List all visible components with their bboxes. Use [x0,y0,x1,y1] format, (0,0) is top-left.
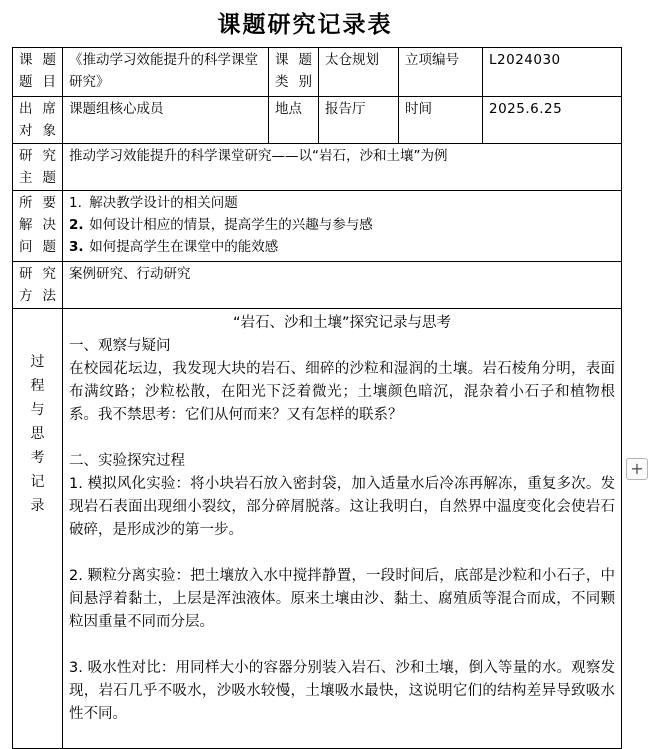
vertical-label [19,310,56,518]
paragraph-particle-separation: 2. 颗粒分离实验：把土壤放入水中搅拌静置，一段时间后，底部是沙粒和小石子，中间悬浮着黏土，上层是浑浊液体。原来土壤由沙、黏土、腐殖质等混合而成，不同颗粒因重量不同而分层。 [69,568,615,630]
process-title: “岩石、沙和土壤”探究记录与思考 [232,315,452,331]
label-time: 时间 [399,97,483,144]
problem-item: 2. 如何设计相应的情景，提高学生的兴趣与参与感 [69,217,373,233]
label-problems: 所要解决问题 [13,191,63,262]
document-title: 课题研究记录表 [217,12,393,38]
label-topic-title: 课题题目 [13,48,63,97]
value-time[interactable]: 2025.6.25 [483,97,622,144]
value-research-theme[interactable]: 推动学习效能提升的科学课堂研究——以“岩石，沙和土壤”为例 [63,144,622,191]
problems-list[interactable] [63,191,622,262]
row-research-theme [13,144,622,191]
record-table [12,47,622,749]
paragraph-weathering-experiment: 1. 模拟风化实验：将小块岩石放入密封袋，加入适量水后冷冻再解冻，重复多次。发现岩石表面出现细小裂纹，部分碎屑脱落。这让我明白，自然界中温度变化会使岩石破碎，是形成沙的第一步。 [69,476,615,538]
vertical-label-char: 录 [30,498,45,514]
problem-item: 1. 解决教学设计的相关问题 [69,195,238,211]
vertical-label-char: 程 [30,378,45,394]
label-research-theme: 研究主题 [13,144,63,191]
row-process-record [13,309,622,749]
row-attendance [13,97,622,144]
vertical-label-char: 思 [30,426,45,442]
value-project-number[interactable]: L2024030 [483,48,622,97]
vertical-label-char: 过 [30,354,45,370]
value-topic-category[interactable]: 太仓规划 [319,48,399,97]
value-topic-title[interactable]: 《推动学习效能提升的科学课堂研究》 [63,48,269,97]
row-research-method [13,262,622,309]
row-topic [13,48,622,97]
value-attendees[interactable]: 课题组核心成员 [63,97,269,144]
problem-item: 3. 如何提高学生在课堂中的能效感 [69,239,279,255]
paragraph-water-absorption: 3. 吸水性对比：用同样大小的容器分别装入岩石、沙和土壤，倒入等量的水。观察发现，岩石几乎不吸水，沙吸水较慢，土壤吸水最快，这说明它们的结构差异导致吸水性不同。 [69,660,615,722]
section-heading-experiments: 二、实验探究过程 [69,453,185,469]
label-location: 地点 [269,97,319,144]
add-row-button[interactable]: + [626,458,648,480]
value-research-method[interactable]: 案例研究、行动研究 [63,262,622,309]
section-heading-observation: 一、观察与疑问 [69,338,171,354]
paragraph-observation: 在校园花坛边，我发现大块的岩石、细碎的沙粒和湿润的土壤。岩石棱角分明，表面布满纹路；沙粒松散，在阳光下泛着微光；土壤颜色暗沉，混杂着小石子和植物根系。我不禁思考：它们从何而来？又有怎样的联系？ [69,361,615,423]
vertical-label-char: 记 [30,474,45,490]
vertical-label-char: 考 [30,450,45,466]
label-attendees: 出席对象 [13,97,63,144]
value-location[interactable]: 报告厅 [319,97,399,144]
label-process-record [13,309,63,749]
row-problems [13,191,622,262]
process-record-content[interactable] [63,309,622,749]
label-project-number: 立项编号 [399,48,483,97]
vertical-label-char: 与 [30,402,45,418]
label-research-method: 研究方法 [13,262,63,309]
label-topic-category: 课题类别 [269,48,319,97]
